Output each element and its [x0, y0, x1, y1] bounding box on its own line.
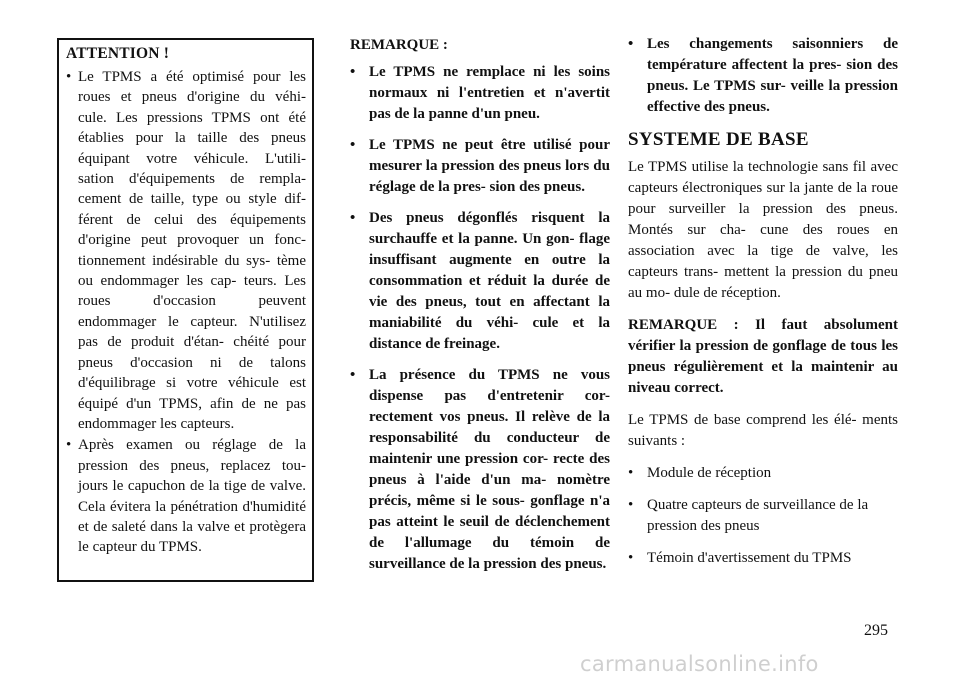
note-list — [350, 62, 610, 575]
warning-item-text: Après examen ou réglage de la pression des pneus, replacez tou- jours le capuchon de la tige de valve. Cela évitera la pénétration d'humidité et de saleté dans la valve et protègera le capteur du TPMS. — [78, 437, 306, 556]
note-continued-list — [628, 34, 898, 118]
bullet-icon: • — [350, 137, 356, 153]
list-item — [628, 495, 898, 537]
bullet-icon: • — [66, 69, 72, 85]
note-title: REMARQUE : — [350, 37, 448, 53]
note-item — [628, 34, 898, 118]
list-item — [628, 463, 898, 484]
warning-list — [66, 67, 306, 558]
section-paragraph: Le TPMS de base comprend les élé- ments suivants : — [628, 412, 898, 449]
bullet-icon: • — [350, 210, 356, 226]
page-number: 295 — [864, 622, 888, 639]
bullet-icon: • — [628, 550, 634, 566]
section-column — [628, 34, 898, 580]
section-title: SYSTEME DE BASE — [628, 129, 809, 150]
bullet-icon: • — [350, 64, 356, 80]
note-item — [350, 62, 610, 125]
note-item-text: Les changements saisonniers de température affectent la pres- sion des pneus. Le TPMS sur- veille la pression effective des pneus. — [647, 36, 898, 115]
bullet-icon: • — [66, 437, 72, 454]
note-item — [350, 365, 610, 575]
warning-box — [57, 38, 314, 582]
bullet-icon: • — [628, 36, 634, 52]
note-item-text: Le TPMS ne remplace ni les soins normaux ni l'entretien et n'avertit pas de la panne d'un pneu. — [369, 64, 610, 122]
note-item-text: Le TPMS ne peut être utilisé pour mesurer la pression des pneus lors du réglage de la pres- sion des pneus. — [369, 137, 610, 195]
list-item-text: Module de réception — [647, 465, 772, 481]
watermark: carmanualsonline.info — [580, 652, 819, 676]
warning-title: ATTENTION ! — [66, 45, 170, 62]
bullet-icon: • — [350, 367, 356, 383]
note-item-text: La présence du TPMS ne vous dispense pas d'entretenir cor- rectement vos pneus. Il relève de la responsabilité du conducteur de maintenir une pression cor- recte des pneus à l'aide d'un ma- nomètre précis, même si le sous- gonflage n'a pas atteint le seuil de déclenchement de l'allumage du témoin de surveillance de la pression des pneus. — [369, 367, 610, 572]
list-item — [628, 548, 898, 569]
warning-item — [66, 435, 306, 557]
note-item — [350, 208, 610, 355]
note-column — [350, 34, 610, 585]
section-note: REMARQUE : Il faut absolument vérifier la pression de gonflage de tous les pneus régulièrement et la maintenir au niveau correct. — [628, 317, 898, 396]
list-item-text: Témoin d'avertissement du TPMS — [647, 550, 852, 566]
bullet-icon: • — [628, 465, 634, 481]
list-item-text: Quatre capteurs de surveillance de la pression des pneus — [647, 497, 869, 534]
note-item — [350, 135, 610, 198]
note-item-text: Des pneus dégonflés risquent la surchauffe et la panne. Un gon- flage insuffisant augmente en outre la consommation et réduit la durée de vie des pneus, tout en affectant la maniabilité du véhi- cule et la distance de freinage. — [369, 210, 610, 352]
bullet-icon: • — [628, 497, 634, 513]
warning-item-text: Le TPMS a été optimisé pour les roues et pneus d'origine du véhi- cule. Les pressions TPMS ont été établies pour la taille des pneus équipant votre véhicule. L'utili- sation d'équipements de rempla- cement de taille, type ou style dif- férent de celui des équipements d'origine peut provoquer un fonc- tionnement indésirable du sys- tème ou endommager les cap- teurs. Les roues d'occasion peuvent endommager le capteur. N'utilisez pas de produit d'étan- chéité pour pneus d'occasion ni de talons d'équilibrage si votre véhicule est équipé d'un TPMS, afin de ne pas endommager les capteurs. — [78, 69, 306, 432]
component-list — [628, 463, 898, 569]
warning-item — [66, 67, 306, 434]
section-paragraph: Le TPMS utilise la technologie sans fil avec capteurs électroniques sur la jante de la roue pour surveiller la pression des pneus. Montés sur cha- cune des roues en association avec la tige de valve, les capteurs trans- mettent la pression du pneu au mo- dule de réception. — [628, 159, 898, 301]
